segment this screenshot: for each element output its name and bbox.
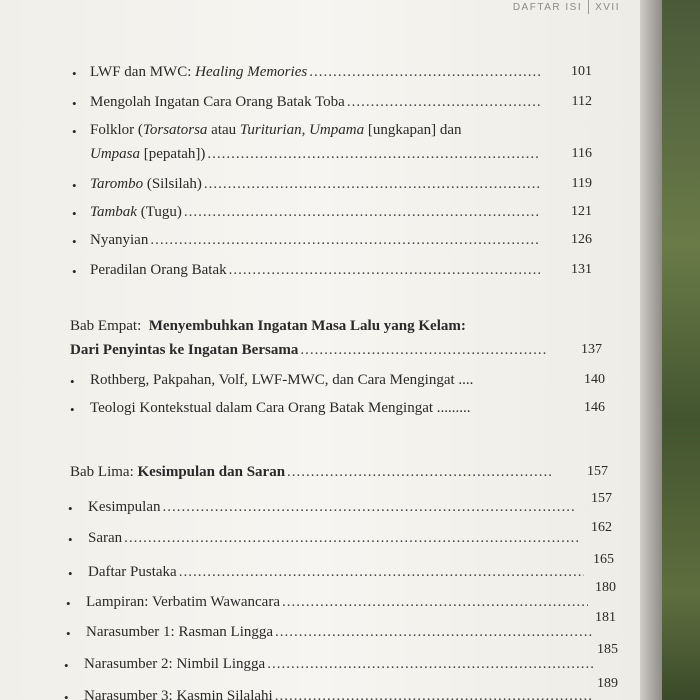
- toc-page-number: 121: [571, 204, 592, 219]
- bullet: •: [64, 658, 69, 673]
- toc-entry-label: Daftar Pustaka: [88, 564, 177, 580]
- toc-page-number: 189: [597, 676, 618, 691]
- toc-entry-label: Kesimpulan: [88, 499, 161, 515]
- toc-entry: [0, 676, 640, 700]
- toc-entry-label: [pepatah]): [140, 146, 206, 162]
- toc-entry-label: Narasumber 3: Kasmin Silalahi: [84, 688, 273, 700]
- toc-entry-label: Rothberg, Pakpahan, Volf, LWF-MWC, dan Cara Mengingat ....: [90, 372, 474, 388]
- toc-entry: [0, 552, 640, 588]
- bullet: •: [70, 402, 75, 417]
- toc-entry-label: (Tugu): [136, 204, 182, 220]
- bullet: •: [72, 124, 77, 139]
- chapter-prefix: Bab Empat:: [70, 318, 142, 334]
- toc-page-number: 131: [571, 262, 592, 277]
- toc-entry-label: Peradilan Orang Batak: [90, 262, 227, 278]
- toc-page-number: 157: [591, 491, 612, 506]
- toc-entry-italic: Umpasa: [90, 146, 141, 162]
- toc-entry-italic: Turiturian, Umpama: [239, 122, 365, 138]
- bullet: •: [64, 690, 69, 700]
- bullet: •: [72, 264, 77, 279]
- bullet: •: [72, 66, 77, 81]
- toc-page-number: 162: [591, 520, 612, 535]
- bullet: •: [68, 501, 73, 516]
- toc-entry-label: (Silsilah): [143, 176, 202, 192]
- toc-entry-italic: Tambak: [90, 204, 137, 220]
- chapter-title: Dari Penyintas ke Ingatan Bersama: [70, 342, 299, 358]
- toc-page-number: 126: [571, 232, 592, 247]
- bullet: •: [72, 234, 77, 249]
- toc-page-number: 185: [597, 642, 618, 657]
- toc-page-number: 112: [571, 94, 592, 109]
- toc-entry-italic: Healing Memories: [195, 64, 308, 80]
- toc-entry: [0, 642, 640, 680]
- toc-entry: [0, 610, 640, 648]
- chapter-title: Kesimpulan dan Saran: [137, 464, 286, 480]
- toc-entry-italic: Tarombo: [90, 176, 144, 192]
- toc-entry-label: Teologi Kontekstual dalam Cara Orang Batak Mengingat .........: [90, 400, 471, 416]
- chapter-heading: [0, 318, 640, 342]
- toc-entry-label: Narasumber 2: Nimbil Lingga: [84, 656, 266, 672]
- toc-entry: [0, 491, 640, 523]
- toc-entry-label: [ungkapan] dan: [364, 122, 462, 138]
- toc-page-number: 165: [593, 552, 614, 567]
- toc-page-number: 116: [571, 146, 592, 161]
- bullet: •: [72, 178, 77, 193]
- toc-entry: [0, 232, 640, 256]
- toc-page-number: 180: [595, 580, 616, 595]
- bullet: •: [68, 532, 73, 547]
- toc-entry: [0, 64, 640, 88]
- toc-entry-label: Folklor (: [90, 122, 143, 138]
- book-page-edges: [638, 0, 662, 700]
- chapter-heading: [0, 464, 640, 488]
- toc-entry: [0, 400, 640, 424]
- running-head-divider: [588, 0, 589, 14]
- running-head: [513, 0, 620, 14]
- toc-entry: [0, 262, 640, 286]
- toc-page-number: 181: [595, 610, 616, 625]
- toc-entry-label: Nyanyian: [90, 232, 149, 248]
- bullet: •: [68, 566, 73, 581]
- toc-entry-label: atau: [207, 122, 240, 138]
- toc-entry-label: LWF dan MWC:: [90, 64, 196, 80]
- toc-page-number: 101: [571, 64, 592, 79]
- chapter-prefix: Bab Lima:: [70, 464, 134, 480]
- toc-entry-continuation: [0, 146, 640, 170]
- toc-entry: [0, 372, 640, 396]
- toc-page-number: 157: [587, 464, 608, 479]
- toc-entry-label: Saran: [88, 530, 123, 546]
- running-head-page: XVII: [595, 1, 620, 13]
- toc-entry-italic: Torsatorsa: [142, 122, 208, 138]
- toc-entry-label: Narasumber 1: Rasman Lingga: [86, 624, 274, 640]
- toc-entry: [0, 122, 640, 146]
- bullet: •: [66, 596, 71, 611]
- toc-entry-label: Lampiran: Verbatim Wawancara: [86, 594, 280, 610]
- toc-entry: [0, 176, 640, 200]
- toc-entry: [0, 204, 640, 228]
- chapter-title: Menyembuhkan Ingatan Masa Lalu yang Kelam:: [148, 318, 466, 334]
- toc-entry-label: Mengolah Ingatan Cara Orang Batak Toba: [90, 94, 345, 110]
- bullet: •: [72, 206, 77, 221]
- toc-entry: [0, 520, 640, 554]
- chapter-heading-continuation: [0, 342, 640, 366]
- toc-page-number: 119: [571, 176, 592, 191]
- toc-entry: [0, 94, 640, 118]
- toc-page-number: 146: [584, 400, 605, 415]
- toc-entry: [0, 580, 640, 618]
- toc-page-number: 137: [581, 342, 602, 357]
- bullet: •: [72, 96, 77, 111]
- running-head-section: DAFTAR ISI: [512, 1, 583, 13]
- toc-page-number: 140: [584, 372, 605, 387]
- bullet: •: [70, 374, 75, 389]
- bullet: •: [66, 626, 71, 641]
